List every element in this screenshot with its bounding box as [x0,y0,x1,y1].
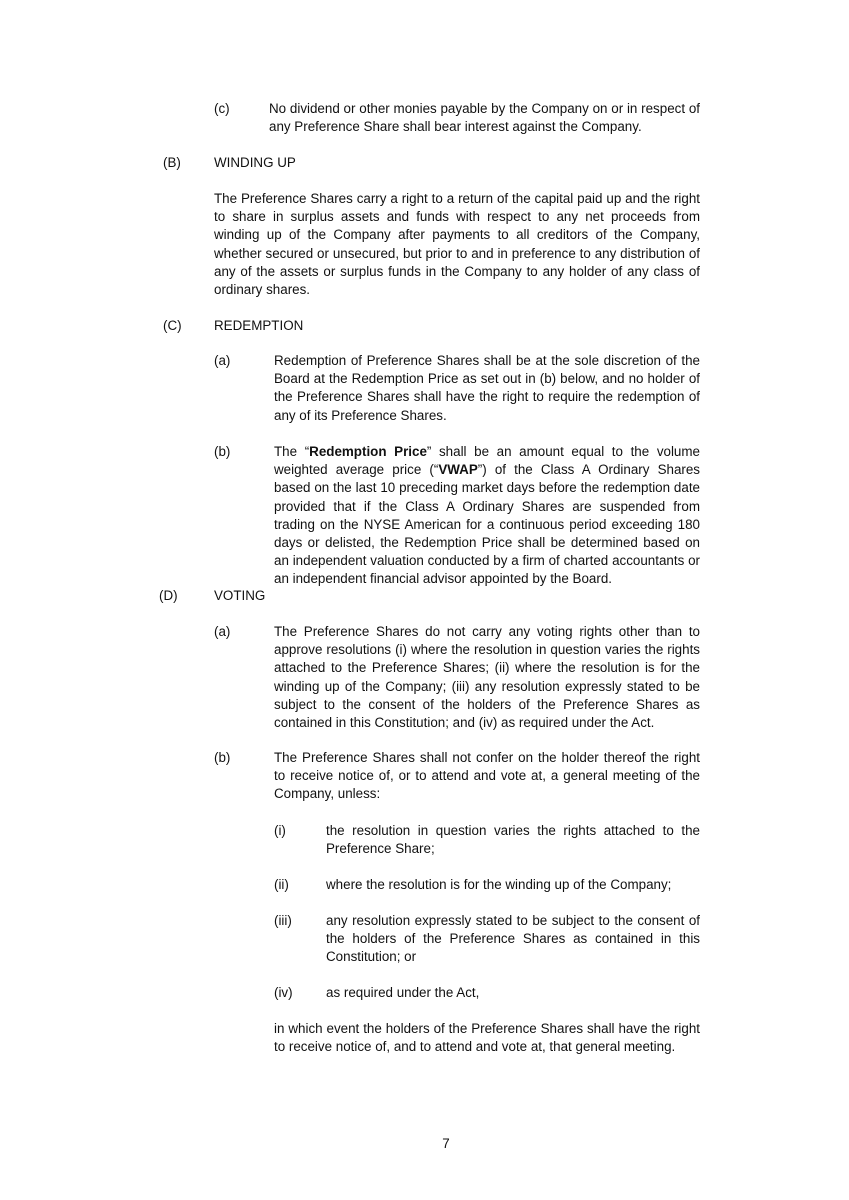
redemption-a-label: (a) [214,353,231,368]
section-heading-winding-up: WINDING UP [214,155,296,170]
clause-label-c: (c) [214,101,230,116]
redemption-b-label: (b) [214,444,231,459]
page-number: 7 [442,1136,450,1151]
voting-b-closing-text: in which event the holders of the Preference Shares shall have the right to receive notice of, and to attend and vote at, that general meeting. [274,1021,700,1055]
voting-b-item-iii-text: any resolution expressly stated to be subject to the consent of the holders of the Preference Shares as contained in this Constitution; or [326,913,700,965]
vwap-term: VWAP [438,462,478,478]
section-label-d: (D) [159,588,178,603]
section-label-b: (B) [163,155,181,170]
voting-b-item-iv-label: (iv) [274,985,293,1000]
voting-b-item-ii-text: where the resolution is for the winding up of the Company; [326,877,672,892]
voting-a-text: The Preference Shares do not carry any voting rights other than to approve resolutions (i) where the resolution in question varies the rights attached to the Preference Shares; (ii) where the resolution is for the winding up of the Company; (iii) any resolution expressly stated to be subject to the consent of the holders of the Preference Shares as contained in this Constitution; and (iv) as required under the Act. [274,624,700,731]
clause-c-text: No dividend or other monies payable by the Company on or in respect of any Preference Share shall bear interest against the Company. [269,101,700,135]
section-heading-voting: VOTING [214,588,266,603]
voting-b-item-iii-label: (iii) [274,913,292,928]
redemption-b-text-2: ” shall be an amount equal to the volume weighted average price (“ [274,444,700,478]
voting-b-item-ii-label: (ii) [274,877,289,892]
redemption-price-term: Redemption Price [309,444,427,459]
voting-b-item-i-text: the resolution in question varies the rights attached to the Preference Share; [326,823,700,857]
redemption-b-text-3: ”) of the Class A Ordinary Shares based on the last 10 preceding market days before the redemption date provided that if the Class A Ordinary Shares are suspended from trading on the NYSE American for a continuous period exceeding 180 days or delisted, the Redemption Price shall be determined based on an independent valuation conducted by a firm of charted accountants or an independent financial advisor appointed by the Board. [274,462,700,587]
redemption-a-text: Redemption of Preference Shares shall be at the sole discretion of the Board at the Redemption Price as set out in (b) below, and no holder of the Preference Shares shall have the right to require the redemption of any of its Preference Shares. [274,353,700,423]
redemption-b-text [274,443,700,589]
winding-up-text: The Preference Shares carry a right to a return of the capital paid up and the right to share in surplus assets and funds with respect to any net proceeds from winding up of the Company after payments to all creditors of the Company, whether secured or unsecured, but prior to and in preference to any distribution of any of the assets or surplus funds in the Company to any holder of any class of ordinary shares. [214,191,700,298]
redemption-b-text-1: The “ [274,444,310,459]
voting-b-item-iv-text: as required under the Act, [326,985,480,1000]
section-label-c: (C) [163,318,182,333]
voting-b-item-i-label: (i) [274,823,286,838]
voting-b-label: (b) [214,750,231,765]
voting-b-text: The Preference Shares shall not confer on the holder thereof the right to receive notice of, or to attend and vote at, a general meeting of the Company, unless: [274,750,700,802]
section-heading-redemption: REDEMPTION [214,318,304,333]
voting-a-label: (a) [214,624,231,639]
